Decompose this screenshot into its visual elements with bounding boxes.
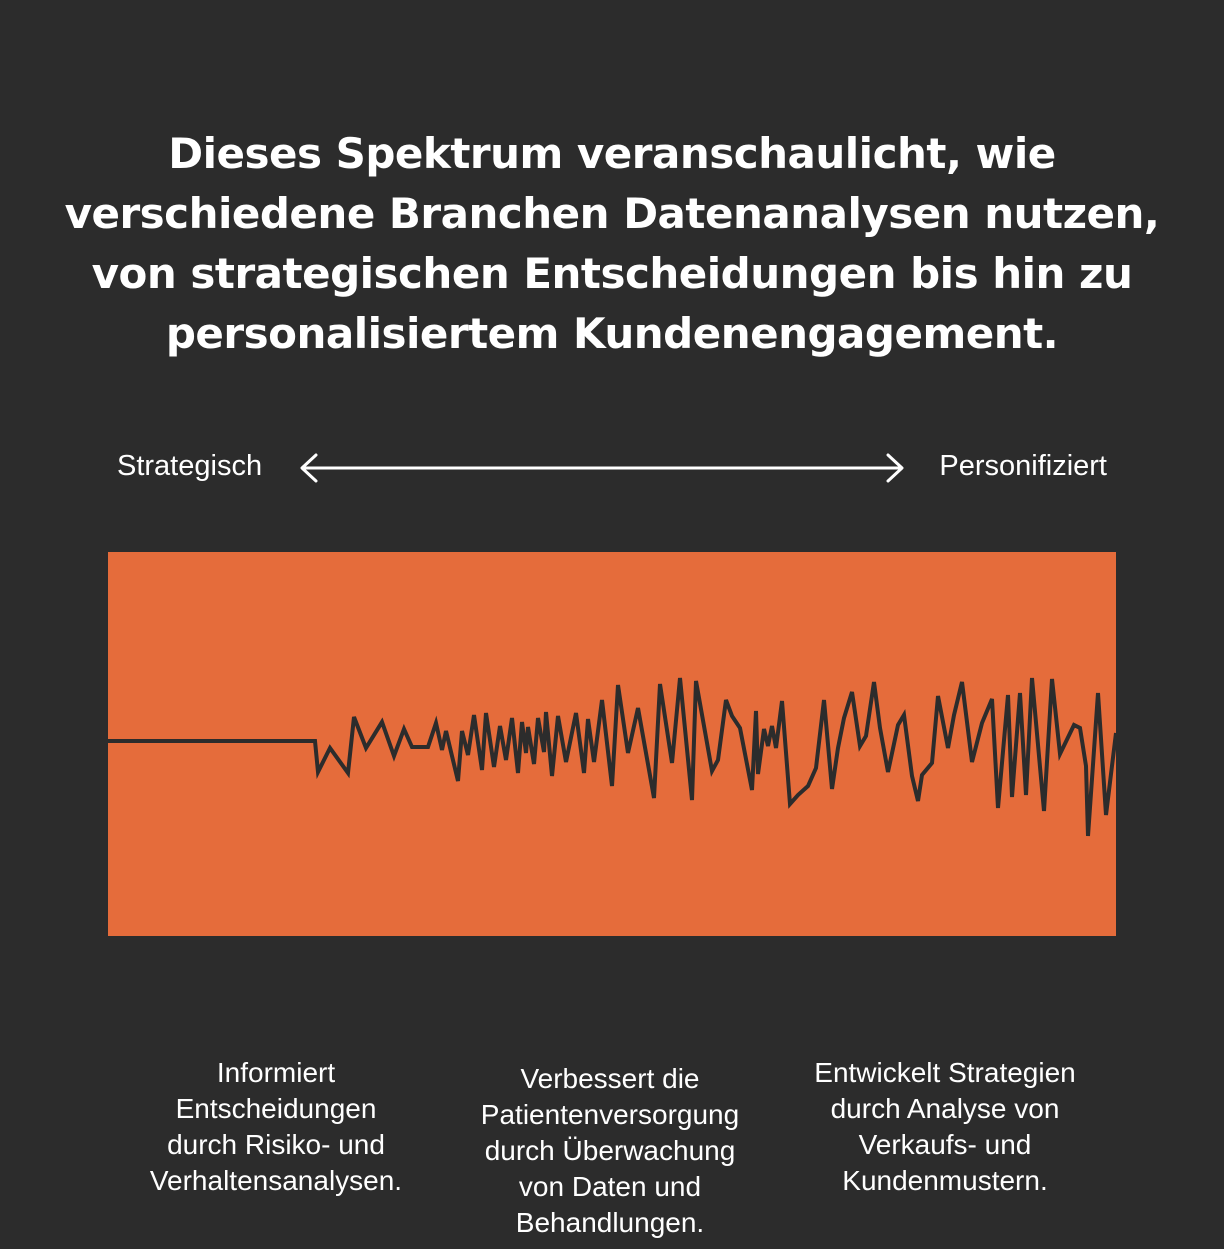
caption-line: Patientenversorgung	[480, 1099, 740, 1130]
caption-personalized	[795, 1055, 1095, 1199]
title-line-1: Dieses Spektrum veranschaulicht, wie	[168, 129, 1056, 179]
caption-line: durch Analyse von	[830, 1093, 1060, 1124]
spectrum-right-label: Personifiziert	[939, 450, 1107, 482]
caption-line: durch Überwachung	[484, 1135, 736, 1166]
caption-line: Verkaufs- und	[858, 1129, 1032, 1160]
caption-line: Entscheidungen	[175, 1093, 377, 1124]
signal-waveform	[108, 678, 1116, 836]
caption-line: Verbessert die	[520, 1063, 700, 1094]
caption-line: Kundenmustern.	[842, 1165, 1048, 1196]
title-line-2: verschiedene Branchen Datenanalysen nutzen,	[64, 189, 1160, 239]
caption-line: Behandlungen.	[515, 1207, 705, 1238]
caption-healthcare	[460, 1061, 760, 1241]
signal-panel	[108, 552, 1116, 936]
caption-line: von Daten und	[518, 1171, 702, 1202]
caption-line: Informiert	[216, 1057, 336, 1088]
spectrum-left-label: Strategisch	[117, 450, 263, 482]
caption-line: Entwickelt Strategien	[814, 1057, 1076, 1088]
title-line-4: personalisiertem Kundenengagement.	[165, 309, 1059, 359]
caption-strategic	[126, 1055, 426, 1199]
page-title	[60, 124, 1164, 364]
title-line-3: von strategischen Entscheidungen bis hin zu	[91, 249, 1133, 299]
caption-line: Verhaltensanalysen.	[149, 1165, 403, 1196]
double-headed-arrow-icon	[296, 448, 908, 488]
caption-line: durch Risiko- und	[167, 1129, 385, 1160]
